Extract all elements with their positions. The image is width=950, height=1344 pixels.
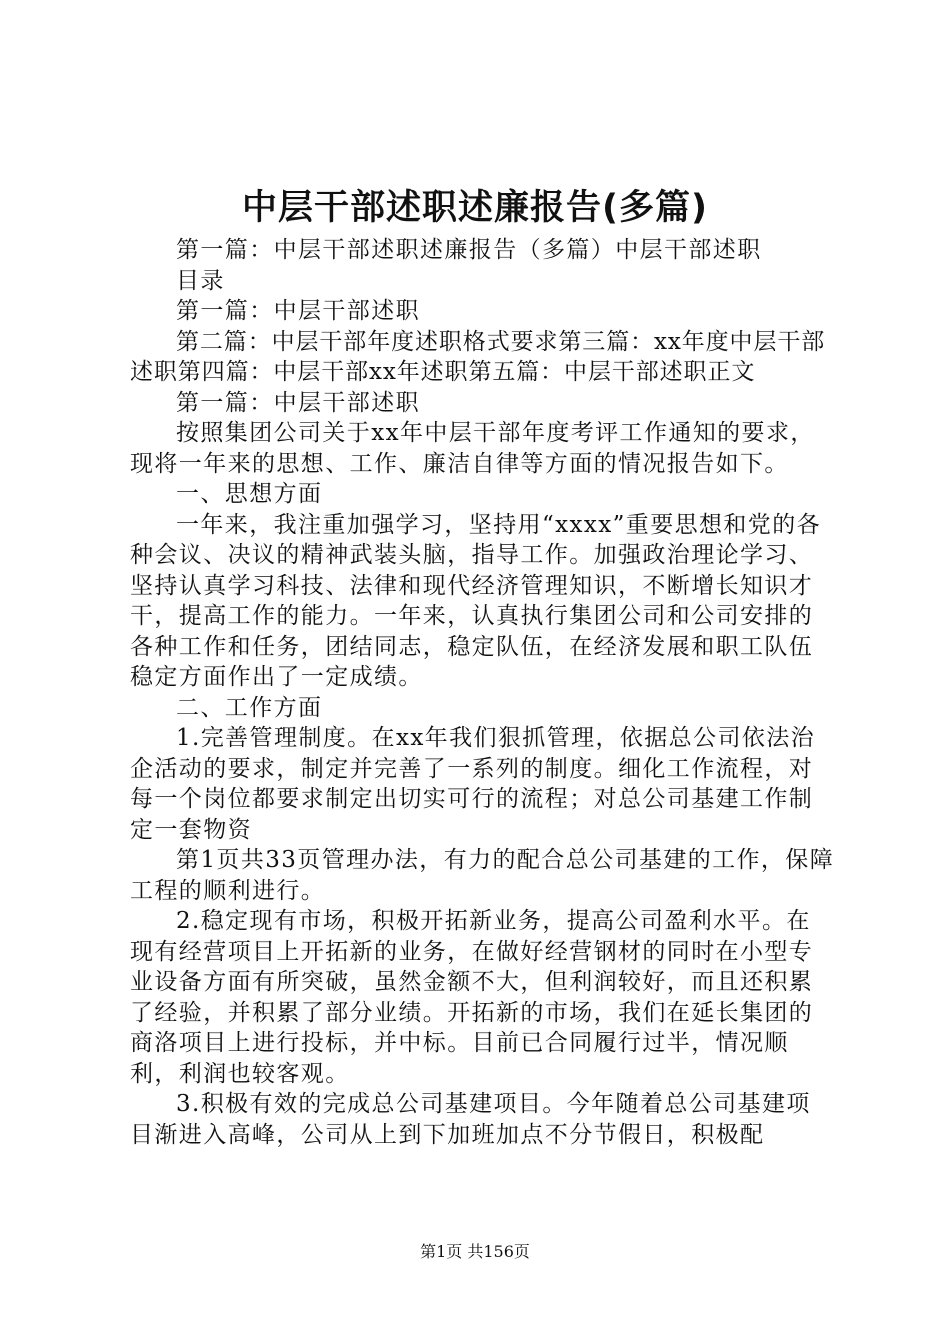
paragraph-toc-item-1: 第一篇：中层干部述职 (176, 298, 420, 324)
page-footer: 第1页 共156页 (420, 1242, 530, 1261)
paragraph-work-1: 1.完善管理制度。在xx年我们狠抓管理，依据总公司依法治企活动的要求，制定并完善了一系列的制度。细化工作流程，对每一个岗位都要求制定出切实可行的流程；对总公司基建工作制定一套物资 (130, 725, 816, 843)
paragraph-toc-items: 第二篇：中层干部年度述职格式要求第三篇：xx年度中层干部述职第四篇：中层干部xx年述职第五篇：中层干部述职正文 (130, 328, 826, 385)
paragraph-work-3: 3.积极有效的完成总公司基建项目。今年随着总公司基建项目渐进入高峰，公司从上到下加班加点不分节假日，积极配 (130, 1091, 811, 1148)
paragraph-intro: 按照集团公司关于xx年中层干部年度考评工作通知的要求，现将一年来的思想、工作、廉洁自律等方面的情况报告如下。 (130, 420, 815, 477)
paragraph-work-1-cont: 第1页共33页管理办法，有力的配合总公司基建的工作，保障工程的顺利进行。 (130, 847, 835, 904)
paragraph-subtitle: 第一篇：中层干部述职述廉报告（多篇）中层干部述职 (176, 237, 762, 263)
paragraph-work-2: 2.稳定现有市场，积极开拓新业务，提高公司盈利水平。在现有经营项目上开拓新的业务，在做好经营钢材的同时在小型专业设备方面有所突破，虽然金额不大，但利润较好，而且还积累了经验，并积累了部分业绩。开拓新的市场，我们在延长集团的商洛项目上进行投标，并中标。目前已合同履行过半，情况顺利，利润也较客观。 (130, 908, 814, 1087)
document-body (130, 235, 835, 1150)
paragraph-thought: 一年来，我注重加强学习，坚持用“xxxx”重要思想和党的各种会议、决议的精神武装头脑，指导工作。加强政治理论学习、坚持认真学习科技、法律和现代经济管理知识，不断增长知识才干，提高工作的能力。一年来，认真执行集团公司和公司安排的各种工作和任务，团结同志，稳定队伍，在经济发展和职工队伍稳定方面作出了一定成绩。 (130, 511, 822, 690)
document-title: 中层干部述职述廉报告(多篇) (242, 188, 708, 228)
paragraph-section-heading: 第一篇：中层干部述职 (176, 389, 420, 416)
paragraph-heading-work: 二、工作方面 (176, 694, 323, 721)
paragraph-toc-heading: 目录 (176, 267, 225, 294)
paragraph-heading-thought: 一、思想方面 (176, 481, 323, 507)
